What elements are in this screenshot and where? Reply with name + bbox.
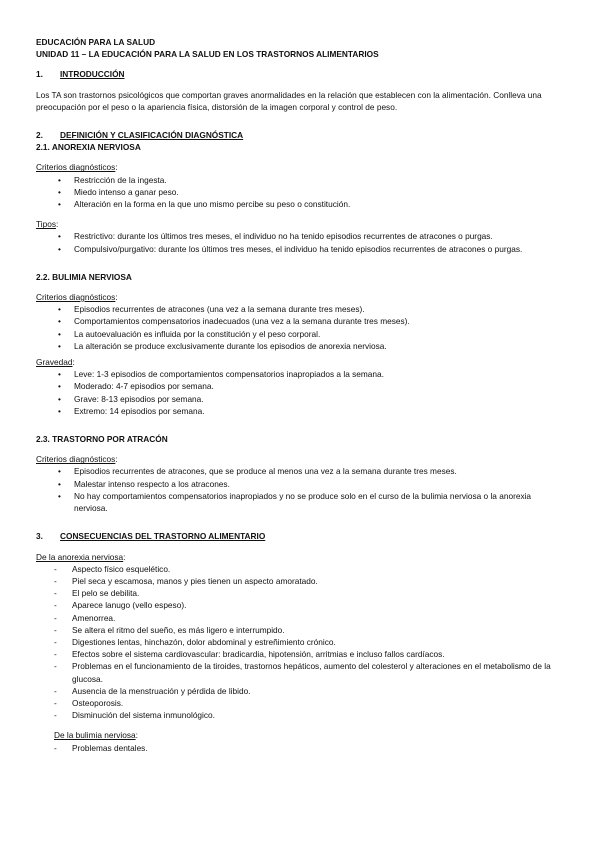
list-item: - Amenorrea.: [36, 612, 561, 624]
anorexia-criteria-list: [36, 174, 561, 211]
list-item: • Extremo: 14 episodios por semana.: [36, 405, 561, 417]
list-item: • Compulsivo/purgativo: durante los últimos tres meses, el individuo ha tenido episodios recurrentes de atracones o purgas.: [36, 243, 561, 255]
list-item: - Piel seca y escamosa, manos y pies tienen un aspecto amoratado.: [36, 575, 561, 587]
bulimia-criteria-list: [36, 303, 561, 352]
list-item: • Moderado: 4-7 episodios por semana.: [36, 380, 561, 392]
intro-paragraph: Los TA son trastornos psicológicos que comportan graves anormalidades en la relación que establecen con la alimentación. Conlleva una preocupación por el peso o la apariencia física, distorsión de la imagen corporal y control de peso.: [36, 89, 542, 112]
list-item: - Digestiones lentas, hinchazón, dolor abdominal y estreñimiento crónico.: [36, 636, 561, 648]
section-number: 1.: [36, 69, 43, 80]
list-item: - Aspecto físico esquelético.: [36, 563, 561, 575]
list-item: - Efectos sobre el sistema cardiovascular: bradicardia, hipotensión, arritmias e incluso fallos cardíacos.: [36, 648, 561, 660]
section-title: CONSECUENCIAS DEL TRASTORNO ALIMENTARIO: [60, 531, 266, 542]
section-1-heading: [36, 68, 561, 80]
bulimia-severity-list: [36, 368, 561, 417]
subsection-heading: 2.3. TRASTORNO POR ATRACÓN: [36, 434, 168, 445]
list-item: - Se altera el ritmo del sueño, es más ligero e interrumpido.: [36, 624, 561, 636]
anorexia-consequences-list: [36, 563, 561, 722]
anorexia-types-list: [36, 230, 561, 254]
criteria-label: Criterios diagnósticos:: [36, 162, 118, 173]
criteria-label: Criterios diagnósticos:: [36, 454, 118, 465]
binge-criteria-list: [36, 465, 561, 514]
list-item: • Alteración en la forma en la que uno mismo percibe su peso o constitución.: [36, 198, 561, 210]
bulimia-consequences-list: [36, 742, 561, 754]
types-label: Tipos:: [36, 219, 59, 230]
subsection-heading: 2.1. ANOREXIA NERVIOSA: [36, 142, 141, 153]
section-number: 2.: [36, 130, 43, 141]
document-page: [36, 36, 561, 754]
list-item: • Malestar intenso respecto a los atracones.: [36, 478, 561, 490]
list-item: • No hay comportamientos compensatorios inapropiados y no se produce solo en el curso de la bulimia nerviosa o la anorexia nerviosa.: [36, 490, 561, 514]
anorexia-consequences-label: De la anorexia nerviosa:: [36, 551, 126, 562]
section-2-heading: [36, 129, 561, 141]
list-item: • Leve: 1-3 episodios de comportamientos compensatorios inapropiados a la semana.: [36, 368, 561, 380]
list-item: • Comportamientos compensatorios inadecuados (una vez a la semana durante tres meses).: [36, 315, 561, 327]
unit-title: UNIDAD 11 – LA EDUCACIÓN PARA LA SALUD EN LOS TRASTORNOS ALIMENTARIOS: [36, 49, 379, 60]
list-item: - Osteoporosis.: [36, 697, 561, 709]
list-item: - Problemas dentales.: [36, 742, 561, 754]
list-item: • La autoevaluación es influida por la constitución y el peso corporal.: [36, 328, 561, 340]
section-title: INTRODUCCIÓN: [60, 69, 125, 80]
list-item: - Aparece lanugo (vello espeso).: [36, 599, 561, 611]
list-item: • Grave: 8-13 episodios por semana.: [36, 393, 561, 405]
list-item: • Episodios recurrentes de atracones (una vez a la semana durante tres meses).: [36, 303, 561, 315]
list-item: • Restrictivo: durante los últimos tres meses, el individuo no ha tenido episodios recurrentes de atracones o purgas.: [36, 230, 561, 242]
bulimia-consequences-label: De la bulimia nerviosa:: [54, 730, 138, 741]
list-item: - El pelo se debilita.: [36, 587, 561, 599]
section-number: 3.: [36, 531, 43, 542]
section-title: DEFINICIÓN Y CLASIFICACIÓN DIAGNÓSTICA: [60, 130, 244, 141]
list-item: • Miedo intenso a ganar peso.: [36, 186, 561, 198]
section-3-heading: [36, 530, 561, 542]
list-item: • La alteración se produce exclusivamente durante los episodios de anorexia nerviosa.: [36, 340, 561, 352]
list-item: - Problemas en el funcionamiento de la tiroides, trastornos hepáticos, aumento del colesterol y alteraciones en el metabolismo de la glucosa.: [36, 660, 561, 684]
list-item: - Ausencia de la menstruación y pérdida de libido.: [36, 685, 561, 697]
list-item: - Disminución del sistema inmunológico.: [36, 709, 561, 721]
criteria-label: Criterios diagnósticos:: [36, 292, 118, 303]
document-title: EDUCACIÓN PARA LA SALUD: [36, 37, 156, 47]
subsection-heading: 2.2. BULIMIA NERVIOSA: [36, 271, 132, 282]
list-item: • Restricción de la ingesta.: [36, 174, 561, 186]
severity-label: Gravedad:: [36, 357, 75, 368]
list-item: • Episodios recurrentes de atracones, que se produce al menos una vez a la semana durante tres meses.: [36, 465, 561, 477]
